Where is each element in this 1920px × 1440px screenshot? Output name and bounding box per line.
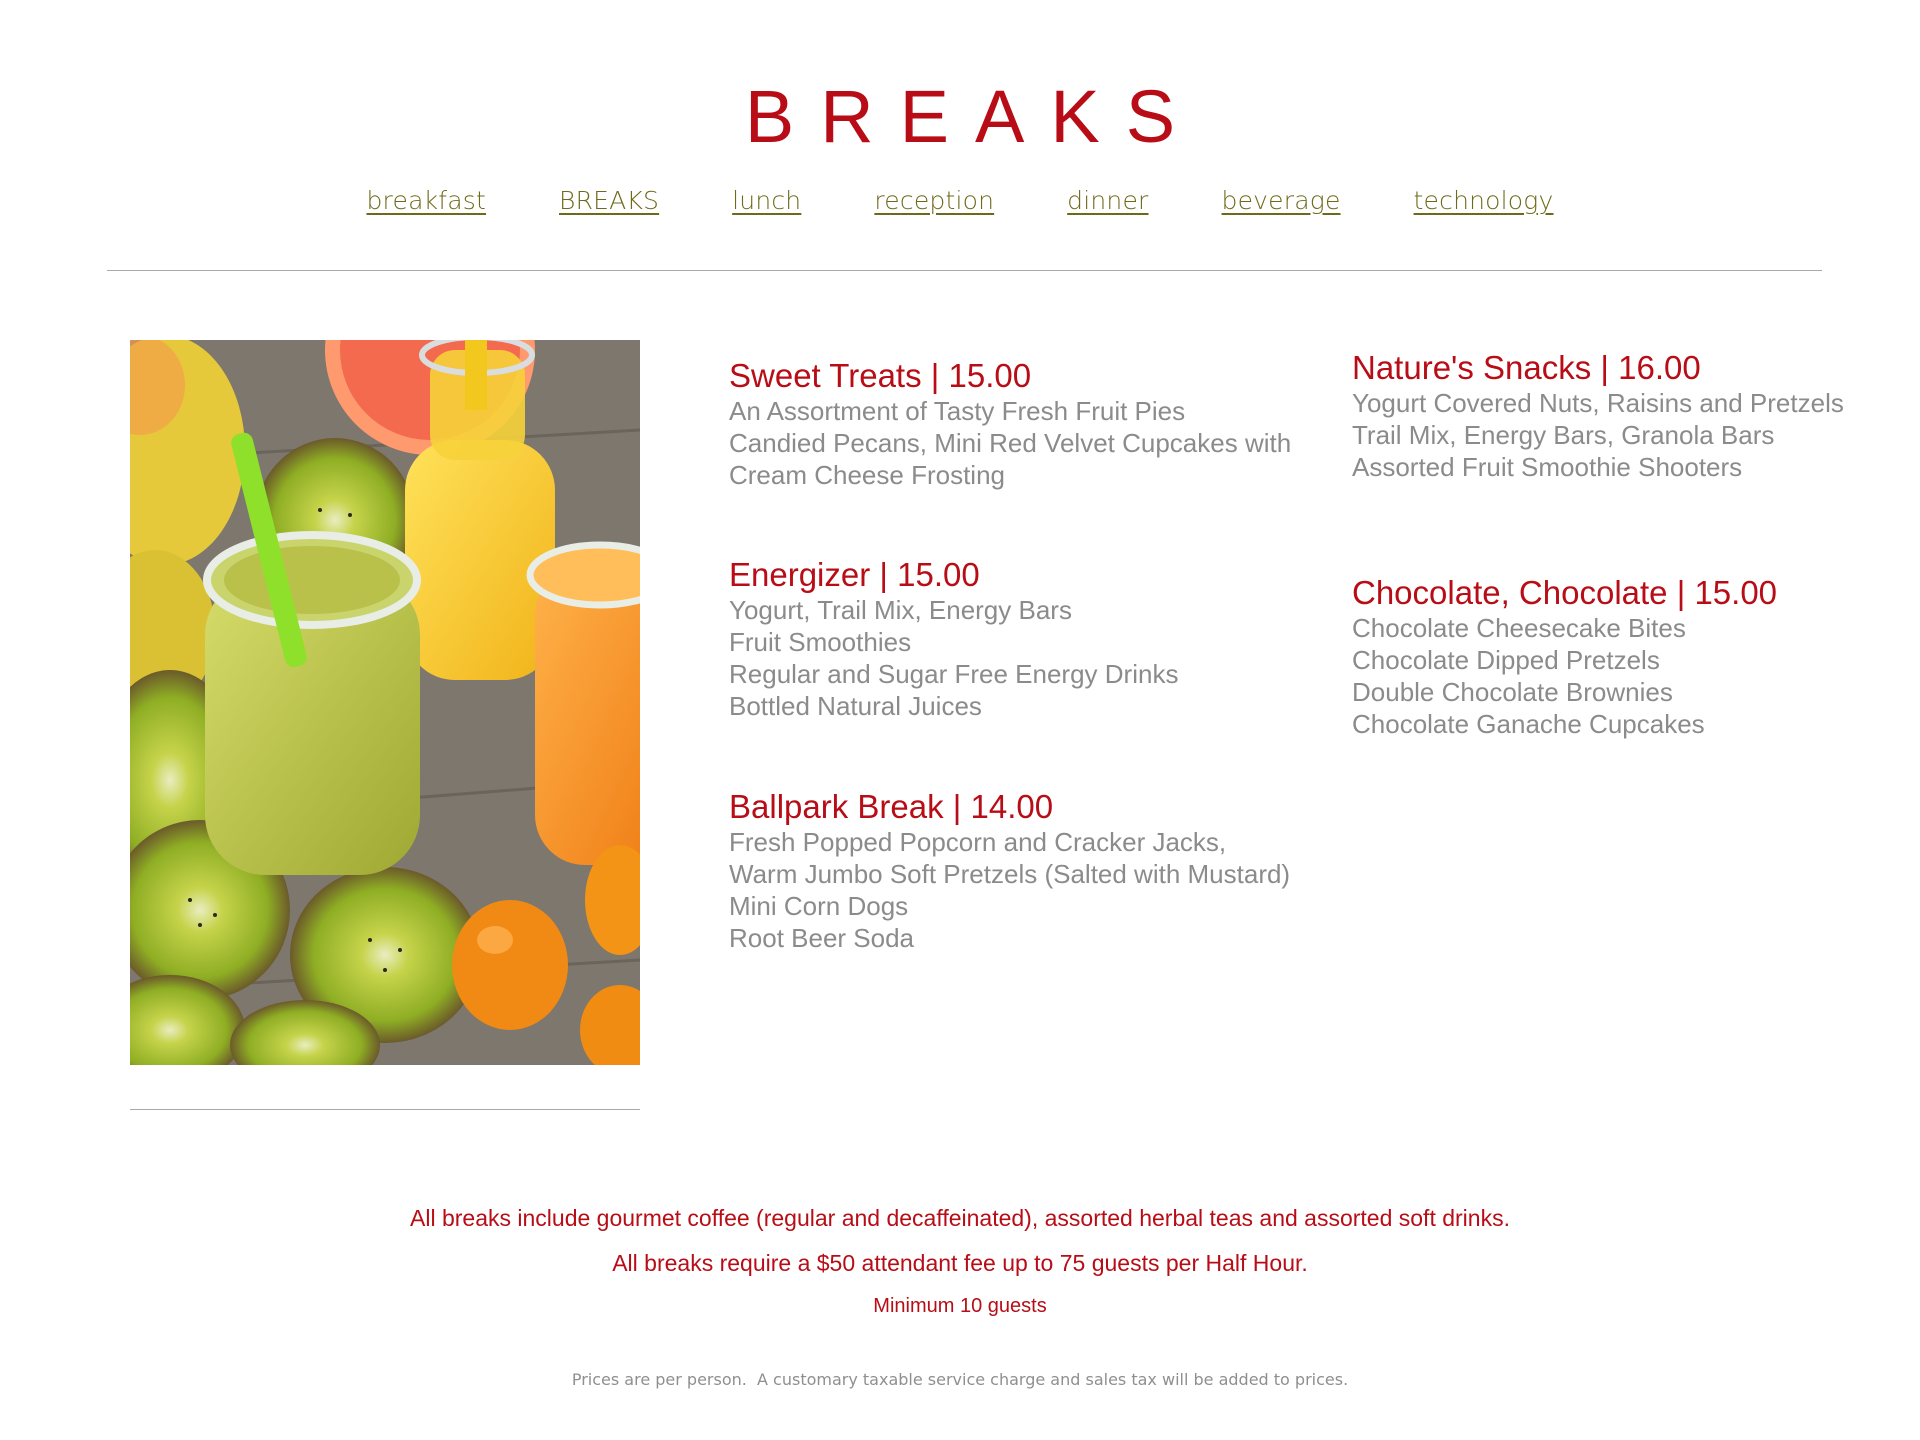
nav-link-dinner[interactable]: dinner [1067, 186, 1149, 215]
menu-nav [0, 186, 1920, 215]
menu-item: Mini Corn Dogs [729, 891, 909, 921]
menu-item: Chocolate Ganache Cupcakes [1352, 709, 1705, 739]
menu-item: An Assortment of Tasty Fresh Fruit Pies [729, 396, 1186, 426]
note-minimum-guests: Minimum 10 guests [873, 1295, 1047, 1317]
menu-section-sweet-treats [729, 357, 1291, 491]
menu-item: Trail Mix, Energy Bars, Granola Bars [1352, 420, 1775, 450]
section-heading: Sweet Treats | 15.00 [729, 357, 1032, 394]
menu-item: Yogurt Covered Nuts, Raisins and Pretzels [1352, 388, 1844, 418]
fruit-juice-photo [130, 340, 640, 1065]
nav-link-breaks[interactable]: BREAKS [559, 186, 660, 215]
menu-section-energizer [729, 556, 1178, 722]
note-included-drinks: All breaks include gourmet coffee (regular and decaffeinated), assorted herbal teas and assorted soft drinks. [410, 1205, 1510, 1231]
section-heading: Energizer | 15.00 [729, 556, 980, 593]
menu-item: Warm Jumbo Soft Pretzels (Salted with Mustard) [729, 859, 1291, 889]
page-title: BREAKS [744, 75, 1202, 158]
menu-item: Bottled Natural Juices [729, 691, 982, 721]
menu-item: Double Chocolate Brownies [1352, 677, 1673, 707]
fine-print: Prices are per person. A customary taxable service charge and sales tax will be added to prices. [571, 1370, 1349, 1389]
nav-link-technology[interactable]: technology [1413, 186, 1554, 215]
menu-item: Chocolate Dipped Pretzels [1352, 645, 1660, 675]
nav-link-beverage[interactable]: beverage [1221, 186, 1341, 215]
section-heading: Chocolate, Chocolate | 15.00 [1352, 574, 1778, 611]
section-heading: Ballpark Break | 14.00 [729, 788, 1054, 825]
section-heading: Nature's Snacks | 16.00 [1352, 349, 1701, 386]
header-divider [107, 270, 1822, 271]
nav-link-breakfast[interactable]: breakfast [366, 186, 487, 215]
nav-link-reception[interactable]: reception [874, 186, 995, 215]
menu-section-chocolate [1352, 574, 1777, 740]
menu-item: Assorted Fruit Smoothie Shooters [1352, 452, 1743, 482]
menu-item: Cream Cheese Frosting [729, 460, 1005, 490]
menu-item: Regular and Sugar Free Energy Drinks [729, 659, 1179, 689]
menu-item: Chocolate Cheesecake Bites [1352, 613, 1686, 643]
menu-section-ballpark-break [729, 788, 1290, 954]
note-attendant-fee: All breaks require a $50 attendant fee up to 75 guests per Half Hour. [612, 1250, 1308, 1276]
menu-section-natures-snacks [1352, 349, 1844, 483]
nav-link-lunch[interactable]: lunch [732, 186, 802, 215]
menu-item: Fresh Popped Popcorn and Cracker Jacks, [729, 827, 1227, 857]
menu-item: Root Beer Soda [729, 923, 915, 953]
menu-item: Yogurt, Trail Mix, Energy Bars [729, 595, 1072, 625]
menu-item: Fruit Smoothies [729, 627, 912, 657]
menu-item: Candied Pecans, Mini Red Velvet Cupcakes with [729, 428, 1292, 458]
photo-divider [130, 1109, 640, 1110]
